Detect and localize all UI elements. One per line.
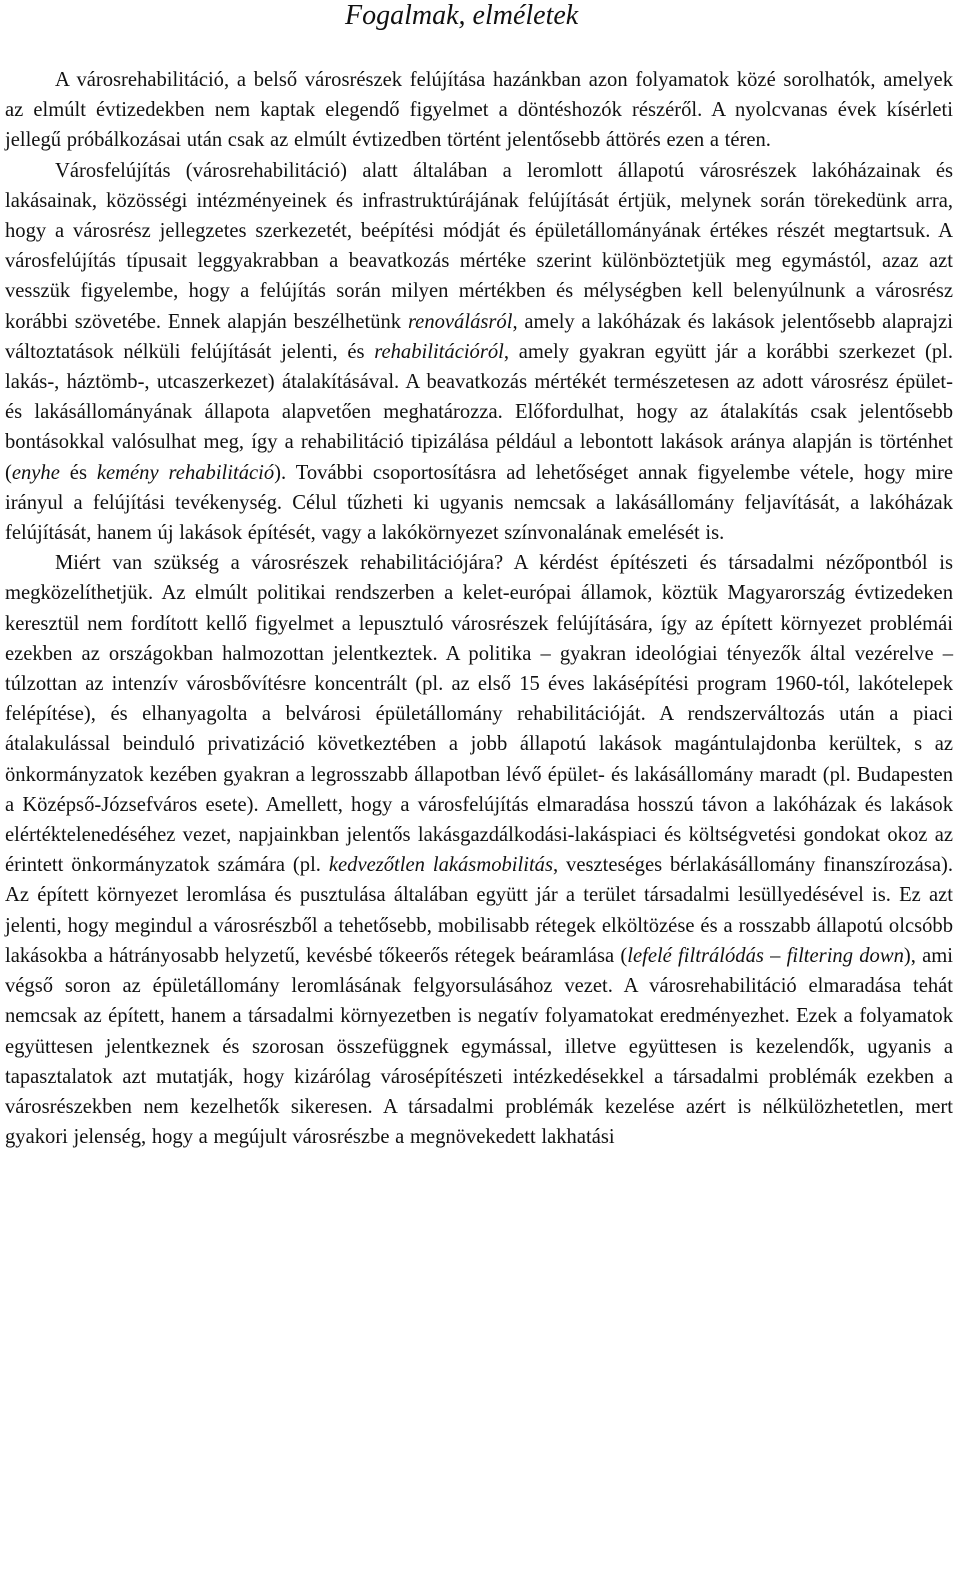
paragraph-text: ). További csoportosításra ad lehetőséget annak figyelembe vétele, hogy mire irányul a felújítási tevékenység. Célul tűzheti ki ugyanis nemcsak a lakásállomány feljavítását, a lakóházak felújítását, hanem új lakások építését, vagy a lakókörnyezet színvonalának emelését is. xyxy=(5,461,953,545)
italic-term: kedvezőtlen lakásmobilitás xyxy=(328,854,553,877)
paragraph-reasons xyxy=(5,548,953,1152)
paragraph-text: ), ami végső soron az épületállomány leromlásának felgyorsulásához vezet. A városrehabilitáció elmaradása tehát nemcsak az épített, hanem a társadalmi környezetben is negatív folyamatokat eredményezhet. Ezek a folyamatok együttesen jelentkeznek és szorosan összefüggnek egymással, illetve együttesen is kezelendők, ugyanis a tapasztalatok azt mutatják, hogy kizárólag városépítészeti intézkedésekkel a társadalmi problémák ezekben a városrészekben nem kezelhetők sikeresen. A társadalmi problémák kezelése azért is nélkülözhetetlen, mert gyakori jelenség, hogy a megújult városrészbe a megnövekedett lakhatási xyxy=(5,944,953,1149)
paragraph-text: Miért van szükség a városrészek rehabilitációjára? A kérdést építészeti és társadalmi nézőpontból is megközelíthetjük. Az elmúlt politikai rendszerben a kelet-európai államok, köztük Magyarország évtizedeken keresztül nem fordított kellő figyelmet a lepusztuló városrészek felújítására, így az épített környezet problémái ezekben az országokban halmozottan jelentkeztek. A politika – gyakran ideológiai tényezők által vezérelve – túlzottan az intenzív városbővítésre koncentrált (pl. az első 15 éves lakásépítési program 1960-tól, lakótelepek felépítése), és elhanyagolta a belvárosi épületállomány rehabilitációját. A rendszerváltozás után a piaci átalakulással beinduló privatizáció következtében a jobb állapotú lakások magántulajdonba kerültek, s az önkormányzatok kezében gyakran a legrosszabb állapotban lévő épület- és lakásállomány maradt (pl. Budapesten a Középső-Józsefváros esete). Amellett, hogy a városfelújítás elmaradása hosszú távon a lakóházak és lakások elértéktelenedéséhez vezet, napjainkban jelentős lakásgazdálkodási-lakáspiaci és költségvetési gondokat okoz az érintett önkormányzatok számára (pl. xyxy=(5,552,953,877)
section-heading: Fogalmak, elméletek xyxy=(345,0,579,31)
paragraph-text: , veszteséges bérlakásállomány finanszírozása). Az épített környezet leromlása és pusztulása általában együtt jár a terület társadalmi lesüllyedésével is. Ez azt jelenti, hogy megindul a városrészből a tehetősebb, mobilisabb rétegek elköltözése és a rosszabb állapotú olcsóbb lakásokba a hátrányosabb helyzetű, kevésbé tőkeerős rétegek beáramlása ( xyxy=(5,854,953,967)
italic-term: kemény rehabilitáció xyxy=(96,461,275,484)
paragraph-text: , amely a lakóházak és lakások jelentősebb alaprajzi változtatások nélküli felújítását jelenti, és xyxy=(5,310,953,363)
italic-term: lefelé filtrálódás – filtering down xyxy=(627,944,904,967)
document-page xyxy=(5,0,953,1152)
italic-term: rehabilitációról xyxy=(374,340,504,363)
paragraph-intro xyxy=(5,65,953,156)
italic-term: enyhe xyxy=(11,461,60,484)
italic-term: renoválásról xyxy=(407,310,513,333)
paragraph-text: A városrehabilitáció, a belső városrészek felújítása hazánkban azon folyamatok közé sorolhatók, amelyek az elmúlt évtizedekben nem kaptak elegendő figyelmet a döntéshozók részéről. A nyolcvanas évek kísérleti jellegű próbálkozásai után csak az elmúlt évtizedben történt jelentősebb áttörés ezen a téren. xyxy=(5,69,953,152)
paragraph-text: , amely gyakran együtt jár a korábbi szerkezet (pl. lakás-, háztömb-, utcaszerkezet) átalakításával. A beavatkozás mértékét természetesen az adott városrész épület- és lakásállományának állapota alapvetően meghatározza. Előfordulhat, hogy az átalakítás csak jelentősebb bontásokkal valósulhat meg, így a rehabilitáció tipizálása például a lebontott lakások aránya alapján is történhet ( xyxy=(5,340,954,484)
paragraph-text: és xyxy=(59,461,97,484)
paragraph-text: Városfelújítás (városrehabilitáció) alatt általában a leromlott állapotú városrészek lakóházainak és lakásainak, közösségi intézményeinek és infrastruktúrájának felújítását értjük, melynek során törekedünk arra, hogy a városrész jellegzetes szerkezetét, beépítési módját és épületállományának értékes részét megtartsuk. A városfelújítás típusait leggyakrabban a beavatkozás mértéke szerint különböztetjük meg egymástól, azaz azt vesszük figyelembe, hogy a felújítás során milyen mértékben és mélységben kell belenyúlnunk a városrész korábbi szövetébe. Ennek alapján beszélhetünk xyxy=(5,159,953,333)
paragraph-definition xyxy=(5,156,953,549)
